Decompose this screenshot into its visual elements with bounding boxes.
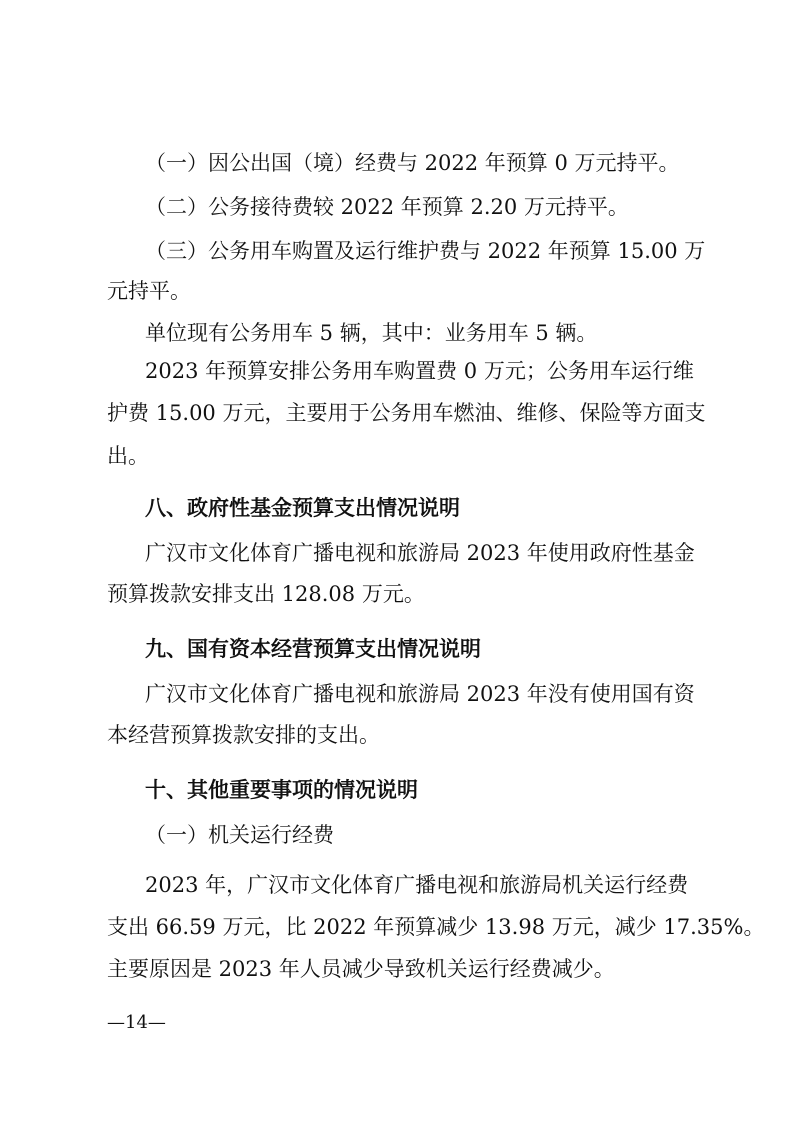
- page-number: —14—: [107, 1012, 166, 1033]
- paragraph-vehicle-budget-line-1: 2023 年预算安排公务用车购置费 0 万元；公务用车运行维: [145, 359, 694, 383]
- paragraph-overseas-expenses: （一）因公出国（境）经费与 2022 年预算 0 万元持平。: [145, 151, 680, 175]
- section-state-capital-line-2: 本经营预算拨款安排的支出。: [107, 723, 380, 747]
- section-government-fund-line-1: 广汉市文化体育广播电视和旅游局 2023 年使用政府性基金: [145, 541, 695, 565]
- section-state-capital-line-1: 广汉市文化体育广播电视和旅游局 2023 年没有使用国有资: [145, 682, 695, 706]
- section-operating-expenses-line-3: 主要原因是 2023 年人员减少导致机关运行经费减少。: [107, 957, 615, 981]
- section-operating-expenses-line-1: 2023 年，广汉市文化体育广播电视和旅游局机关运行经费: [145, 873, 689, 897]
- section-government-fund-line-2: 预算拨款安排支出 128.08 万元。: [107, 582, 425, 606]
- paragraph-vehicle-budget-line-2: 护费 15.00 万元，主要用于公务用车燃油、维修、保险等方面支: [107, 401, 706, 425]
- section-operating-expenses-line-2: 支出 66.59 万元，比 2022 年预算减少 13.98 万元，减少 17.35%。: [107, 915, 765, 939]
- paragraph-reception-expenses: （二）公务接待费较 2022 年预算 2.20 万元持平。: [145, 195, 629, 219]
- paragraph-vehicle-count: 单位现有公务用车 5 辆，其中：业务用车 5 辆。: [145, 321, 598, 345]
- subheading-operating-expenses: （一）机关运行经费: [145, 823, 334, 847]
- paragraph-vehicle-expenses-line-1: （三）公务用车购置及运行维护费与 2022 年预算 15.00 万: [145, 239, 706, 263]
- heading-government-fund: 八、政府性基金预算支出情况说明: [145, 496, 460, 520]
- heading-other-matters: 十、其他重要事项的情况说明: [145, 778, 418, 802]
- heading-state-capital: 九、国有资本经营预算支出情况说明: [145, 637, 481, 661]
- paragraph-vehicle-expenses-line-2: 元持平。: [107, 279, 191, 303]
- paragraph-vehicle-budget-line-3: 出。: [107, 444, 149, 468]
